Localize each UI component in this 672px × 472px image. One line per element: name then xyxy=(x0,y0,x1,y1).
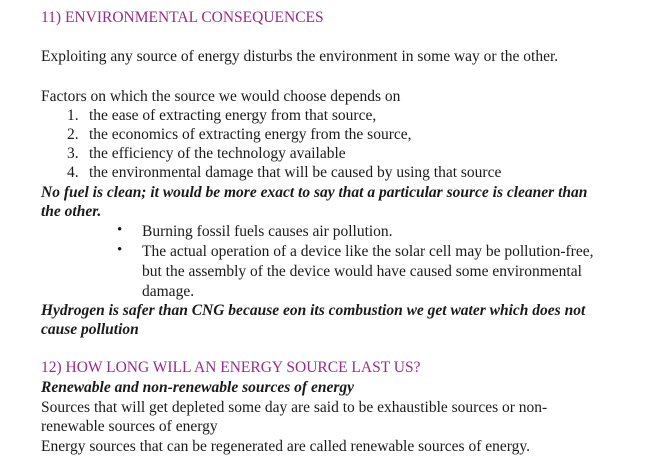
factor-text: the efficiency of the technology available xyxy=(89,145,346,162)
section-11-heading: 11) ENVIRONMENTAL CONSEQUENCES xyxy=(41,9,324,26)
factor-item-3 xyxy=(67,144,346,163)
factor-item-4 xyxy=(67,163,501,182)
factor-item-2 xyxy=(67,125,412,144)
exhaustible-para-line-1: Sources that will get depleted some day are said to be exhaustible sources or non- xyxy=(41,399,548,416)
bullet-solar-cell-line-3: damage. xyxy=(142,283,195,300)
factor-text: the environmental damage that will be caused by using that source xyxy=(89,164,502,181)
section-12-heading: 12) HOW LONG WILL AN ENERGY SOURCE LAST US? xyxy=(41,359,421,376)
bullet-icon: • xyxy=(117,222,123,238)
section-12-subheading: Renewable and non-renewable sources of energy xyxy=(41,379,355,396)
section-11-intro: Exploiting any source of energy disturbs the environment in some way or the other. xyxy=(41,48,559,65)
bullet-fossil-fuels: Burning fossil fuels causes air pollution. xyxy=(142,223,393,240)
factor-number: 1. xyxy=(67,107,79,124)
bullet-solar-cell-line-2: but the assembly of the device would have caused some environmental xyxy=(142,263,582,280)
factors-intro: Factors on which the source we would choose depends on xyxy=(41,88,401,105)
bullet-solar-cell-line-1: The actual operation of a device like the solar cell may be pollution-free, xyxy=(142,243,594,260)
factor-text: the ease of extracting energy from that source, xyxy=(89,107,377,124)
factor-text: the economics of extracting energy from the source, xyxy=(89,126,412,143)
factor-number: 4. xyxy=(67,164,79,181)
renewable-para: Energy sources that can be regenerated are called renewable sources of energy. xyxy=(41,438,531,455)
factor-number: 2. xyxy=(67,126,79,143)
factor-item-1 xyxy=(67,106,376,125)
note-hydrogen-line-1: Hydrogen is safer than CNG because eon its combustion we get water which does not xyxy=(41,302,586,319)
exhaustible-para-line-2: renewable sources of energy xyxy=(41,418,218,435)
bullet-icon: • xyxy=(117,242,123,258)
note-clean-fuel-line-2: the other. xyxy=(41,203,102,220)
note-clean-fuel-line-1: No fuel is clean; it would be more exact to say that a particular source is cleaner than xyxy=(41,184,588,201)
factor-number: 3. xyxy=(67,145,79,162)
note-hydrogen-line-2: cause pollution xyxy=(41,321,139,338)
